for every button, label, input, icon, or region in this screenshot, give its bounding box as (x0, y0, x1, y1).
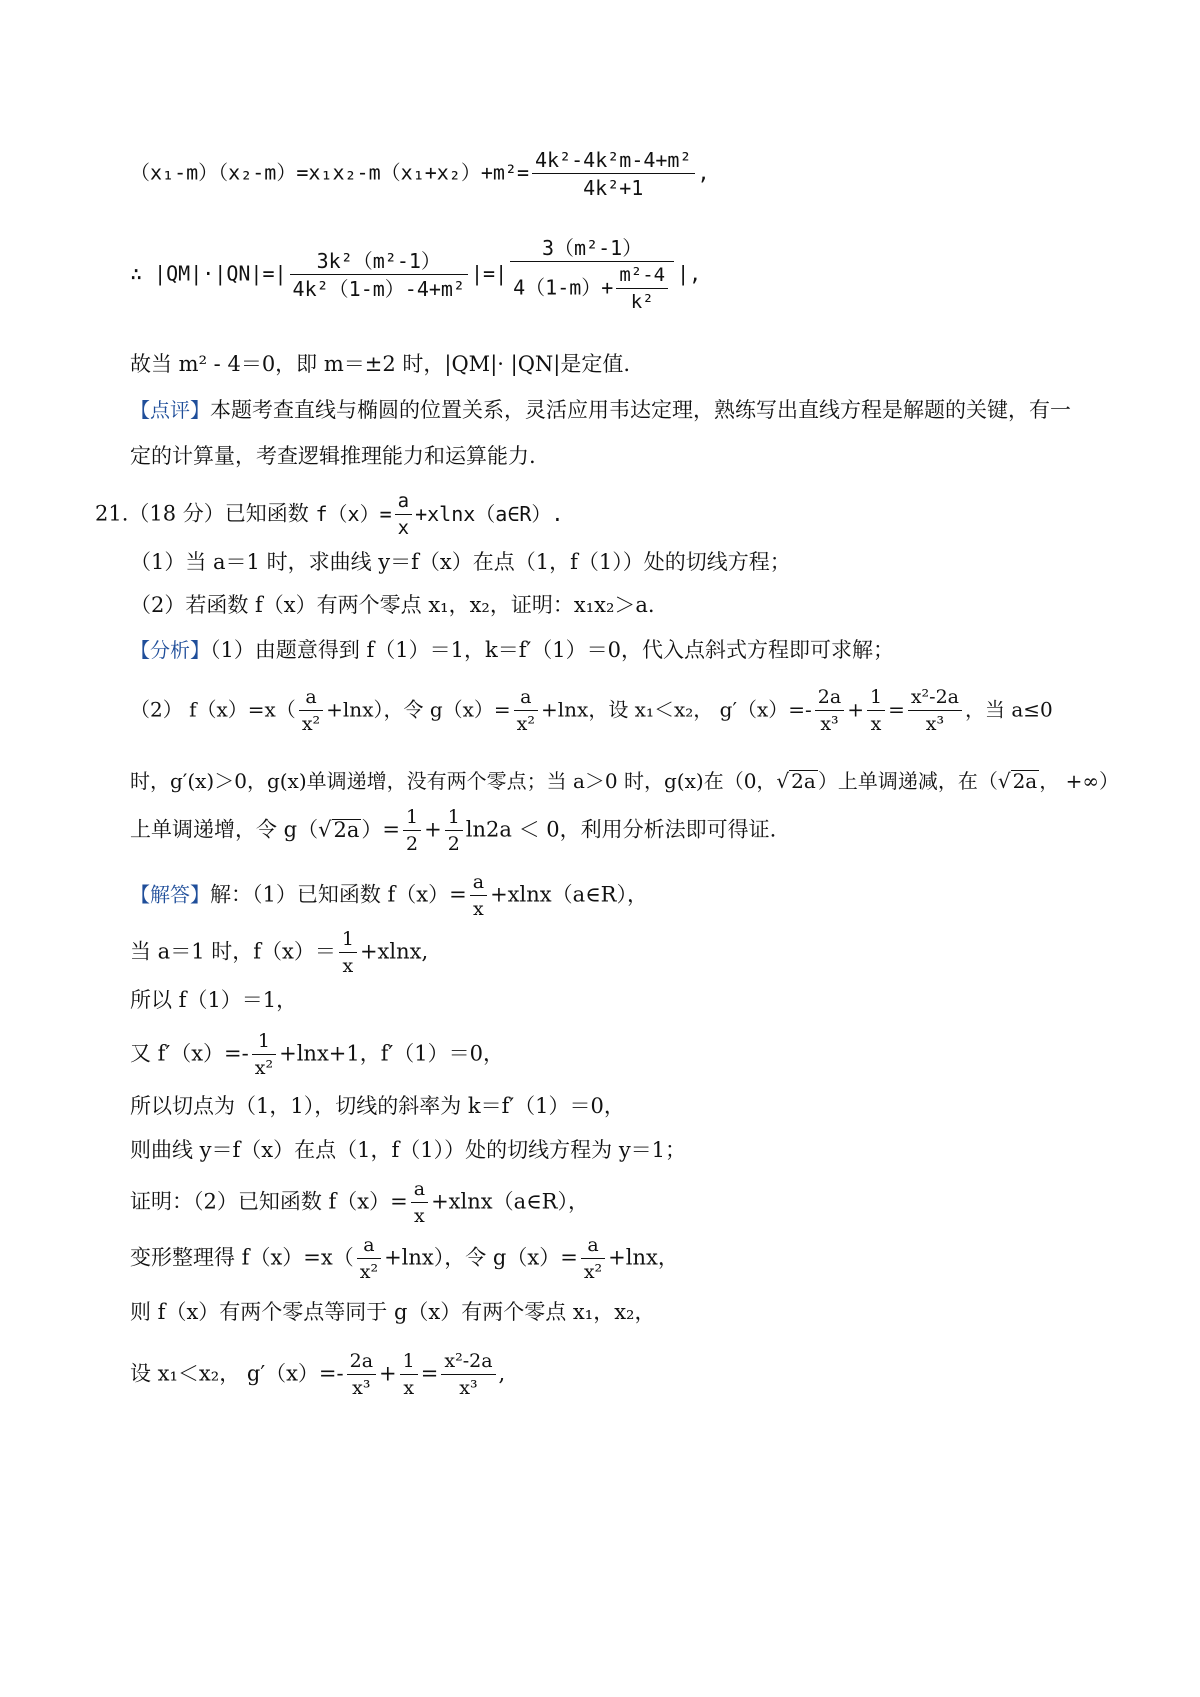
fraction (347, 1352, 376, 1398)
fraction-numerator: 1 (445, 808, 463, 831)
equation-text: + (847, 697, 864, 722)
fraction-numerator: a (581, 1236, 605, 1259)
solution-text: +lnx， (608, 1245, 679, 1270)
fraction (403, 808, 421, 854)
solution-line-3: 所以 f（1）＝1， (130, 988, 298, 1012)
solution-text: 又 f′（x）=- (130, 1041, 249, 1066)
equation-text: f（x）= (315, 501, 392, 526)
fraction-numerator: a (514, 688, 538, 711)
comment-tag: 【点评】 (130, 398, 210, 422)
solution-line-4 (130, 1032, 1110, 1078)
equation-qm-qn-line (130, 238, 1110, 312)
equation-text: +lnx），令 g（x）= (326, 697, 511, 722)
analysis-tag: 【分析】 (130, 638, 210, 662)
fraction-numerator: a (395, 492, 412, 515)
analysis-line-3 (130, 769, 1120, 793)
question-part-2: （2）若函数 f（x）有两个零点 x₁，x₂，证明：x₁x₂＞a. (130, 593, 655, 617)
equation-text: + (424, 817, 442, 842)
fraction-numerator: 1 (400, 1352, 418, 1375)
fraction-numerator: x²-2a (441, 1352, 495, 1375)
fraction-denominator: x³ (820, 713, 839, 735)
solution-text: +lnx+1，f′（1）＝0， (279, 1041, 505, 1066)
analysis-line-2 (130, 688, 1110, 734)
conclusion-line: 故当 m² - 4＝0，即 m＝±2 时，|QM|· |QN|是定值. (130, 352, 631, 376)
question-function (315, 490, 564, 539)
fraction (815, 688, 844, 734)
fraction (441, 1352, 495, 1398)
solution-text: +xlnx, (359, 939, 429, 964)
equation-text: +xlnx（a∈R）. (415, 501, 564, 526)
fraction-denominator: x² (516, 713, 536, 735)
fraction-numerator: m²-4 (616, 266, 668, 289)
fraction-denominator (510, 262, 674, 312)
solution-line-1 (130, 873, 1110, 919)
radicand: 2a (1012, 769, 1038, 793)
solution-line-9: 则 f（x）有两个零点等同于 g（x）有两个零点 x₁，x₂， (130, 1300, 656, 1324)
fraction-numerator: a (470, 873, 487, 896)
fraction-denominator: 4k²（1-m）-4+m² (292, 277, 465, 301)
fraction-denominator: x² (301, 713, 321, 735)
solution-text: 解：（1）已知函数 f（x）= (210, 882, 467, 907)
fraction (395, 492, 412, 538)
comment-line-1 (130, 400, 1110, 421)
question-part-1: （1）当 a＝1 时，求曲线 y＝f（x）在点（1，f（1））处的切线方程； (130, 550, 791, 574)
analysis-line-4 (130, 808, 1110, 854)
solution-text: = (420, 1361, 439, 1386)
fraction-numerator: a (411, 1180, 428, 1203)
analysis-text: ， +∞） (1039, 769, 1120, 793)
equation-text: +lnx，设 x₁＜x₂， g′（x）=- (541, 697, 812, 722)
fraction (400, 1352, 418, 1398)
solution-text: 证明：（2）已知函数 f（x）= (130, 1189, 408, 1214)
solution-line-10 (130, 1352, 1110, 1398)
analysis-text: ）上单调递减，在（√ (817, 769, 1011, 793)
equation-text: ∴ |QM|·|QN|=| (130, 261, 287, 286)
fraction (445, 808, 463, 854)
equation-product-line: （x₁-m）（x₂-m）=x₁x₂-m（x₁+x₂）+m²= $\frac{\text{4k²-4k²m-4+m²}}{\text{4k²+1}}$ , (130, 148, 710, 200)
solution-text: 当 a＝1 时，f（x）＝ (130, 939, 336, 964)
fraction (867, 688, 885, 734)
fraction-numerator: 1 (867, 688, 885, 711)
fraction (252, 1032, 276, 1078)
fraction-denominator: x (414, 1205, 425, 1227)
question-number: 21. (95, 501, 129, 526)
fraction-denominator: x³ (925, 713, 945, 735)
solution-line-2 (130, 930, 1110, 976)
equation-text: （x₁-m）（x₂-m）=x₁x₂-m（x₁+x₂）+m²= (130, 160, 529, 185)
radicand: 2a (791, 769, 816, 793)
fraction-denominator: 4k²+1 (583, 176, 644, 200)
fraction-denominator: x² (583, 1261, 603, 1283)
fraction-denominator: x³ (352, 1377, 371, 1399)
fraction (908, 688, 962, 734)
solution-line-8 (130, 1236, 1110, 1282)
fraction (532, 150, 695, 198)
solution-text: 设 x₁＜x₂， g′（x）=- (130, 1361, 344, 1386)
radicand: 2a (333, 817, 360, 842)
fraction-denominator: x (473, 898, 484, 920)
equation-text: |, (677, 261, 702, 286)
fraction (357, 1236, 381, 1282)
solution-line-6: 则曲线 y＝f（x）在点（1，f（1））处的切线方程为 y＝1； (130, 1138, 687, 1162)
analysis-text: （1）由题意得到 f（1）＝1，k＝f′（1）＝0，代入点斜式方程即可求解； (210, 638, 895, 662)
fraction (581, 1236, 605, 1282)
fraction-numerator: 1 (339, 930, 357, 953)
fraction-numerator: 3k²（m²-1） (290, 251, 468, 275)
fraction (470, 873, 487, 919)
solution-line-5: 所以切点为（1，1），切线的斜率为 k＝f′（1）＝0， (130, 1094, 625, 1118)
comment-line-2: 定的计算量，考查逻辑推理能力和运算能力. (130, 444, 536, 468)
fraction-denominator: 2 (447, 833, 460, 855)
comment-text: 本题考查直线与椭圆的位置关系，灵活应用韦达定理，熟练写出直线方程是解题的关键，有一 (210, 398, 1071, 422)
solution-line-7 (130, 1180, 1110, 1226)
fraction (411, 1180, 428, 1226)
solution-text: 变形整理得 f（x）=x（ (130, 1245, 354, 1270)
equation-text: （2） f（x）=x（ (130, 697, 296, 722)
fraction-numerator: 2a (815, 688, 844, 711)
fraction-denominator: x (342, 955, 354, 977)
fraction (510, 238, 674, 312)
analysis-text: ln2a ＜ 0，利用分析法即可得证. (465, 817, 777, 842)
fraction (339, 930, 357, 976)
fraction-numerator: x²-2a (908, 688, 962, 711)
fraction-numerator: 4k²-4k²m-4+m² (532, 150, 695, 174)
fraction-denominator: x³ (459, 1377, 478, 1399)
fraction-denominator: x (870, 713, 882, 735)
fraction-denominator: k² (630, 291, 654, 313)
fraction (290, 251, 468, 299)
fraction-numerator: 1 (252, 1032, 276, 1055)
equation-text: = (888, 697, 905, 722)
question-score: （18 分）已知函数 (128, 501, 309, 526)
analysis-text: 上单调递增，令 g（√ (130, 817, 332, 842)
analysis-text: 时，g′(x)＞0，g(x)单调递增，没有两个零点；当 a＞0 时，g(x)在（0，√ (130, 769, 790, 793)
fraction-denominator: 2 (406, 833, 419, 855)
equation-text: |=| (471, 261, 508, 286)
analysis-line-1 (130, 640, 1110, 661)
equation-text: ）= (361, 817, 400, 842)
fraction (514, 688, 538, 734)
solution-text: +xlnx（a∈R）， (431, 1189, 589, 1214)
fraction-numerator: 1 (403, 808, 421, 831)
fraction-numerator: a (357, 1236, 381, 1259)
fraction-numerator: a (299, 688, 323, 711)
solution-text: +lnx），令 g（x）= (384, 1245, 578, 1270)
question-21-stem (95, 492, 1110, 538)
solution-text: +xlnx（a∈R）， (490, 882, 648, 907)
solution-text: + (379, 1361, 397, 1386)
nested-fraction (616, 266, 668, 312)
fraction-denominator: x² (254, 1057, 274, 1079)
fraction-numerator: 3（m²-1） (510, 238, 674, 262)
solution-text: , (498, 1361, 506, 1386)
equation-text: 4（1-m）+ (513, 275, 614, 300)
fraction-denominator: x (403, 1377, 415, 1399)
fraction-denominator: x (397, 517, 410, 539)
equation-text: ，当 a≤0 (965, 697, 1053, 722)
fraction-denominator: x² (359, 1261, 379, 1283)
solution-tag: 【解答】 (130, 882, 210, 907)
fraction-numerator: 2a (347, 1352, 376, 1375)
fraction (299, 688, 323, 734)
